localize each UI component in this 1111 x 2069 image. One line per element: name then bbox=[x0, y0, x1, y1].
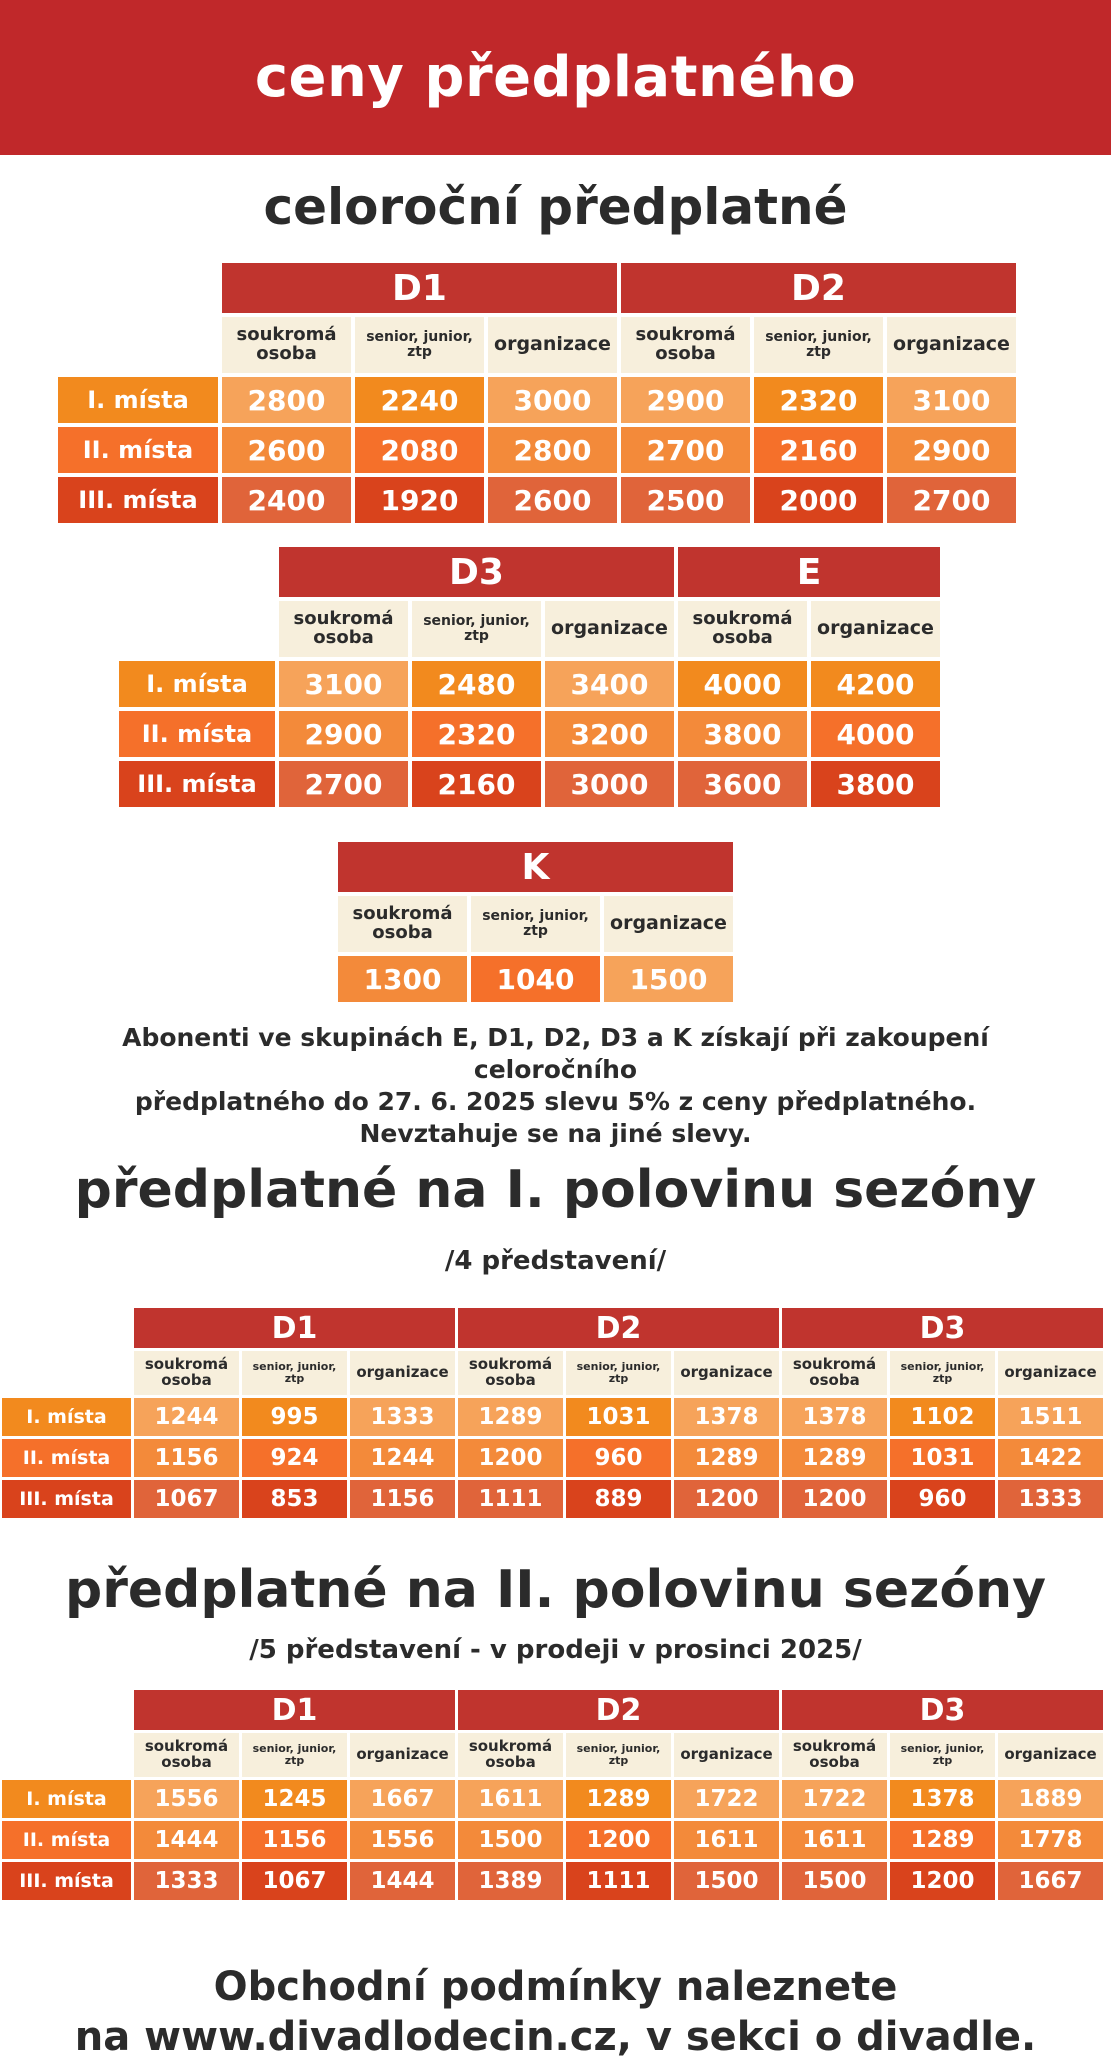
price-cell: 2000 bbox=[754, 477, 883, 523]
group-header-d1: D1 bbox=[222, 263, 617, 313]
row-label: III. místa bbox=[2, 1480, 131, 1518]
category-private: soukromá osoba bbox=[134, 1351, 239, 1395]
row-label: II. místa bbox=[2, 1439, 131, 1477]
category-private: soukromá osoba bbox=[222, 317, 351, 373]
annual-table-k bbox=[338, 842, 733, 1002]
corner bbox=[2, 1690, 131, 1730]
category-senior: senior, junior, ztp bbox=[890, 1733, 995, 1777]
price-cell: 1611 bbox=[458, 1780, 563, 1818]
price-cell: 1556 bbox=[350, 1821, 455, 1859]
price-cell: 1289 bbox=[674, 1439, 779, 1477]
price-cell: 1378 bbox=[782, 1398, 887, 1436]
group-header-d2: D2 bbox=[458, 1690, 779, 1730]
note-line: předplatného do 27. 6. 2025 slevu 5% z ceny předplatného. bbox=[134, 1087, 977, 1116]
annual-table-d1-d2 bbox=[58, 263, 1016, 523]
category-senior: senior, junior, ztp bbox=[890, 1351, 995, 1395]
row-label: II. místa bbox=[2, 1821, 131, 1859]
price-cell: 1289 bbox=[890, 1821, 995, 1859]
price-cell: 1722 bbox=[674, 1780, 779, 1818]
price-cell: 3800 bbox=[811, 761, 940, 807]
category-senior: senior, junior, ztp bbox=[471, 896, 600, 952]
price-cell: 1511 bbox=[998, 1398, 1103, 1436]
price-cell: 1031 bbox=[890, 1439, 995, 1477]
group-header-d2: D2 bbox=[621, 263, 1016, 313]
price-cell: 2700 bbox=[621, 427, 750, 473]
price-cell: 1378 bbox=[674, 1398, 779, 1436]
category-senior: senior, junior, ztp bbox=[566, 1351, 671, 1395]
price-cell: 1333 bbox=[350, 1398, 455, 1436]
footer bbox=[0, 1962, 1111, 2062]
row-label: I. místa bbox=[2, 1398, 131, 1436]
category-private: soukromá osoba bbox=[678, 601, 807, 657]
category-private: soukromá osoba bbox=[279, 601, 408, 657]
price-cell: 1200 bbox=[674, 1480, 779, 1518]
price-cell: 1200 bbox=[566, 1821, 671, 1859]
price-cell: 1067 bbox=[134, 1480, 239, 1518]
price-cell: 1500 bbox=[674, 1862, 779, 1900]
category-private: soukromá osoba bbox=[782, 1733, 887, 1777]
category-private: soukromá osoba bbox=[458, 1733, 563, 1777]
half2-title: předplatné na II. polovinu sezóny bbox=[65, 1560, 1046, 1620]
price-cell: 1245 bbox=[242, 1780, 347, 1818]
page-header bbox=[0, 0, 1111, 155]
page-title: ceny předplatného bbox=[254, 45, 857, 110]
category-org: organizace bbox=[998, 1733, 1103, 1777]
note-line: Nevztahuje se na jiné slevy. bbox=[359, 1119, 752, 1148]
corner bbox=[119, 547, 275, 597]
price-cell: 1500 bbox=[458, 1821, 563, 1859]
category-private: soukromá osoba bbox=[338, 896, 467, 952]
price-cell: 2800 bbox=[488, 427, 617, 473]
category-senior: senior, junior, ztp bbox=[355, 317, 484, 373]
price-cell: 1200 bbox=[458, 1439, 563, 1477]
price-cell: 1111 bbox=[566, 1862, 671, 1900]
row-label: I. místa bbox=[119, 661, 275, 707]
row-label: III. místa bbox=[58, 477, 218, 523]
category-org: organizace bbox=[887, 317, 1016, 373]
category-private: soukromá osoba bbox=[782, 1351, 887, 1395]
price-cell: 1920 bbox=[355, 477, 484, 523]
price-cell: 1333 bbox=[134, 1862, 239, 1900]
price-cell: 1156 bbox=[242, 1821, 347, 1859]
half1-subtitle: /4 představení/ bbox=[444, 1246, 667, 1276]
price-cell: 1333 bbox=[998, 1480, 1103, 1518]
price-cell: 1667 bbox=[350, 1780, 455, 1818]
row-label: III. místa bbox=[2, 1862, 131, 1900]
price-cell: 1156 bbox=[350, 1480, 455, 1518]
price-cell: 1611 bbox=[782, 1821, 887, 1859]
price-cell: 1102 bbox=[890, 1398, 995, 1436]
category-senior: senior, junior, ztp bbox=[242, 1351, 347, 1395]
price-cell: 1444 bbox=[350, 1862, 455, 1900]
price-cell: 1778 bbox=[998, 1821, 1103, 1859]
category-private: soukromá osoba bbox=[621, 317, 750, 373]
corner bbox=[58, 317, 218, 373]
category-org: organizace bbox=[488, 317, 617, 373]
price-cell: 2900 bbox=[279, 711, 408, 757]
price-cell: 3800 bbox=[678, 711, 807, 757]
price-cell: 1389 bbox=[458, 1862, 563, 1900]
category-private: soukromá osoba bbox=[458, 1351, 563, 1395]
price-cell: 960 bbox=[890, 1480, 995, 1518]
category-senior: senior, junior, ztp bbox=[566, 1733, 671, 1777]
price-cell: 995 bbox=[242, 1398, 347, 1436]
corner bbox=[2, 1308, 131, 1348]
corner bbox=[2, 1351, 131, 1395]
half2-table bbox=[2, 1690, 1103, 1900]
price-cell: 2600 bbox=[488, 477, 617, 523]
group-header-e: E bbox=[678, 547, 940, 597]
price-cell: 3000 bbox=[545, 761, 674, 807]
half1-title: předplatné na I. polovinu sezóny bbox=[74, 1160, 1037, 1220]
category-org: organizace bbox=[811, 601, 940, 657]
price-cell: 1067 bbox=[242, 1862, 347, 1900]
price-cell: 1667 bbox=[998, 1862, 1103, 1900]
price-cell: 960 bbox=[566, 1439, 671, 1477]
price-cell: 2320 bbox=[754, 377, 883, 423]
price-cell: 3100 bbox=[887, 377, 1016, 423]
price-cell: 2320 bbox=[412, 711, 541, 757]
price-cell: 1031 bbox=[566, 1398, 671, 1436]
category-org: organizace bbox=[998, 1351, 1103, 1395]
price-cell: 2900 bbox=[887, 427, 1016, 473]
row-label: II. místa bbox=[58, 427, 218, 473]
price-cell: 1300 bbox=[338, 956, 467, 1002]
footer-line-2: na www.divadlodecin.cz, v sekci o divadle. bbox=[74, 2014, 1037, 2060]
corner bbox=[2, 1733, 131, 1777]
price-cell: 1200 bbox=[890, 1862, 995, 1900]
price-cell: 4000 bbox=[811, 711, 940, 757]
price-cell: 2240 bbox=[355, 377, 484, 423]
price-cell: 1500 bbox=[604, 956, 733, 1002]
price-cell: 4000 bbox=[678, 661, 807, 707]
price-cell: 1289 bbox=[782, 1439, 887, 1477]
price-cell: 2800 bbox=[222, 377, 351, 423]
price-cell: 889 bbox=[566, 1480, 671, 1518]
price-cell: 2500 bbox=[621, 477, 750, 523]
price-cell: 1378 bbox=[890, 1780, 995, 1818]
category-org: organizace bbox=[604, 896, 733, 952]
group-header-d3: D3 bbox=[782, 1308, 1103, 1348]
price-cell: 853 bbox=[242, 1480, 347, 1518]
price-cell: 3100 bbox=[279, 661, 408, 707]
price-cell: 1556 bbox=[134, 1780, 239, 1818]
price-cell: 1611 bbox=[674, 1821, 779, 1859]
price-cell: 1444 bbox=[134, 1821, 239, 1859]
category-org: organizace bbox=[674, 1351, 779, 1395]
row-label: I. místa bbox=[58, 377, 218, 423]
row-label: II. místa bbox=[119, 711, 275, 757]
corner bbox=[119, 601, 275, 657]
price-cell: 2160 bbox=[412, 761, 541, 807]
category-senior: senior, junior, ztp bbox=[412, 601, 541, 657]
footer-line-1: Obchodní podmínky naleznete bbox=[213, 1964, 898, 2010]
corner bbox=[58, 263, 218, 313]
half2-subtitle: /5 představení - v prodeji v prosinci 2025/ bbox=[249, 1635, 862, 1665]
price-cell: 2160 bbox=[754, 427, 883, 473]
price-cell: 2080 bbox=[355, 427, 484, 473]
price-cell: 1040 bbox=[471, 956, 600, 1002]
annual-title: celoroční předplatné bbox=[263, 178, 848, 236]
group-header-d3: D3 bbox=[279, 547, 674, 597]
group-header-k: K bbox=[338, 842, 733, 892]
price-cell: 1422 bbox=[998, 1439, 1103, 1477]
category-private: soukromá osoba bbox=[134, 1733, 239, 1777]
price-cell: 1722 bbox=[782, 1780, 887, 1818]
price-cell: 2480 bbox=[412, 661, 541, 707]
note-line: Abonenti ve skupinách E, D1, D2, D3 a K získají při zakoupení celoročního bbox=[122, 1023, 989, 1084]
annual-table-d3-e bbox=[119, 547, 940, 807]
group-header-d1: D1 bbox=[134, 1690, 455, 1730]
category-senior: senior, junior, ztp bbox=[754, 317, 883, 373]
price-cell: 4200 bbox=[811, 661, 940, 707]
category-senior: senior, junior, ztp bbox=[242, 1733, 347, 1777]
discount-note bbox=[40, 1022, 1071, 1150]
price-cell: 2400 bbox=[222, 477, 351, 523]
group-header-d3: D3 bbox=[782, 1690, 1103, 1730]
price-cell: 1889 bbox=[998, 1780, 1103, 1818]
price-cell: 2600 bbox=[222, 427, 351, 473]
group-header-d2: D2 bbox=[458, 1308, 779, 1348]
price-cell: 1244 bbox=[350, 1439, 455, 1477]
price-cell: 2700 bbox=[887, 477, 1016, 523]
price-cell: 3200 bbox=[545, 711, 674, 757]
price-cell: 1200 bbox=[782, 1480, 887, 1518]
price-cell: 924 bbox=[242, 1439, 347, 1477]
category-org: organizace bbox=[545, 601, 674, 657]
row-label: III. místa bbox=[119, 761, 275, 807]
price-cell: 1156 bbox=[134, 1439, 239, 1477]
price-cell: 3400 bbox=[545, 661, 674, 707]
price-cell: 1289 bbox=[566, 1780, 671, 1818]
category-org: organizace bbox=[350, 1733, 455, 1777]
row-label: I. místa bbox=[2, 1780, 131, 1818]
half1-table bbox=[2, 1308, 1103, 1518]
price-cell: 3600 bbox=[678, 761, 807, 807]
price-cell: 1289 bbox=[458, 1398, 563, 1436]
price-cell: 2700 bbox=[279, 761, 408, 807]
price-cell: 2900 bbox=[621, 377, 750, 423]
price-cell: 1500 bbox=[782, 1862, 887, 1900]
price-cell: 1244 bbox=[134, 1398, 239, 1436]
price-cell: 3000 bbox=[488, 377, 617, 423]
category-org: organizace bbox=[350, 1351, 455, 1395]
price-cell: 1111 bbox=[458, 1480, 563, 1518]
category-org: organizace bbox=[674, 1733, 779, 1777]
group-header-d1: D1 bbox=[134, 1308, 455, 1348]
